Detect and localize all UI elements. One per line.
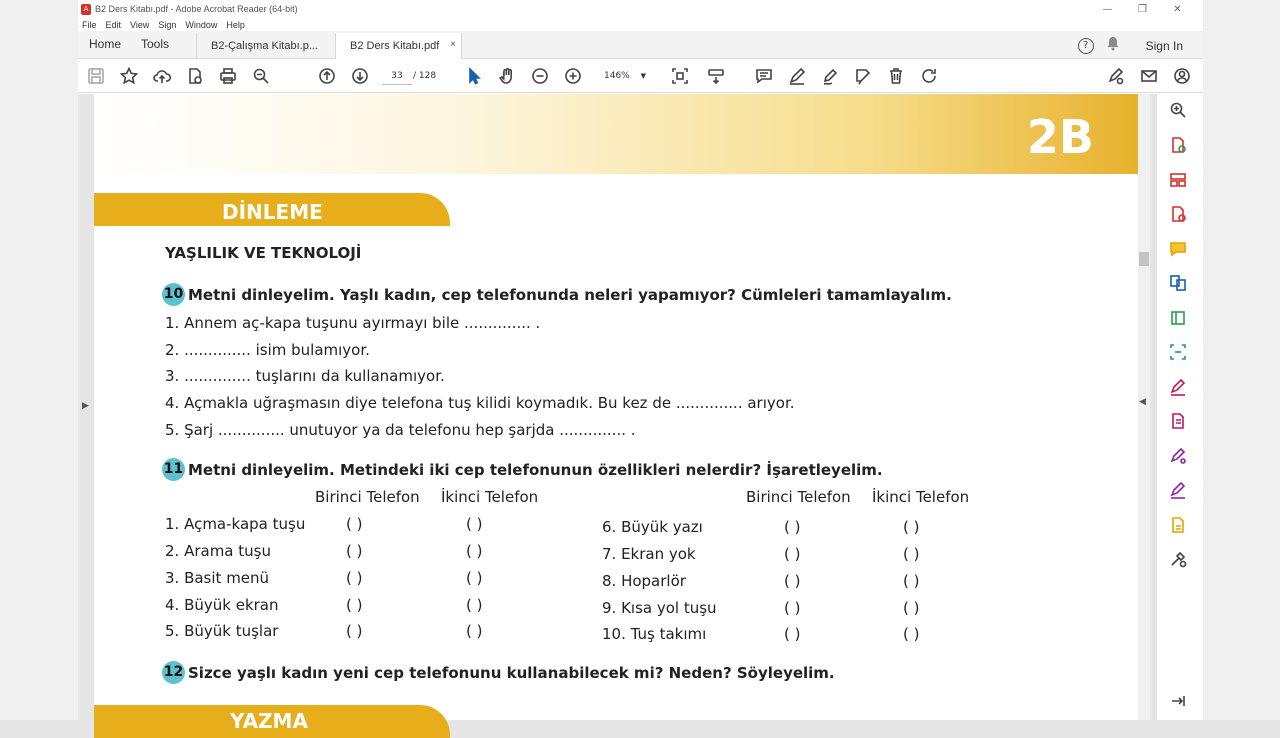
column-header-first-phone-right: Birinci Telefon bbox=[746, 488, 851, 506]
exercise-11-instruction: Metni dinleyelim. Metindeki iki cep telefonunun özellikleri nelerdir? İşaretleyelim. bbox=[188, 461, 883, 479]
menu-help[interactable]: Help bbox=[226, 19, 245, 30]
checkbox-parens: ( ) bbox=[346, 542, 363, 560]
page-down-icon[interactable] bbox=[350, 66, 370, 86]
scan-ocr-icon[interactable] bbox=[1169, 343, 1189, 363]
menu-edit[interactable]: Edit bbox=[105, 19, 122, 30]
checkbox-parens: ( ) bbox=[784, 518, 801, 536]
checkbox-parens: ( ) bbox=[346, 622, 363, 640]
feature-item: 10. Tuş takımı bbox=[602, 625, 707, 643]
exercise-10-instruction: Metni dinleyelim. Yaşlı kadın, cep telefonunda neleri yapamıyor? Cümleleri tamamlayalım. bbox=[188, 286, 952, 304]
draw-pen-icon[interactable] bbox=[820, 66, 840, 86]
feature-item: 4. Büyük ekran bbox=[165, 596, 279, 614]
exercise-10-item-2: 2. .............. isim bulamıyor. bbox=[165, 341, 370, 359]
feature-item: 3. Basit menü bbox=[165, 569, 270, 587]
edit-pdf-icon[interactable] bbox=[1169, 412, 1189, 432]
comment-tool-icon[interactable] bbox=[1169, 240, 1189, 260]
exercise-number-11: 11 bbox=[162, 458, 185, 481]
feature-item: 6. Büyük yazı bbox=[602, 518, 703, 536]
page-heading: YAŞLILIK VE TEKNOLOJİ bbox=[165, 244, 362, 262]
section-tab-yazma bbox=[94, 705, 450, 738]
rotate-icon[interactable] bbox=[919, 66, 939, 86]
exercise-10-item-3: 3. .............. tuşlarını da kullanamıyor. bbox=[165, 367, 445, 385]
exercise-10-item-1: 1. Annem aç-kapa tuşunu ayırmayı bile .............. . bbox=[165, 314, 541, 332]
zoom-out-icon[interactable] bbox=[530, 66, 550, 86]
expand-pane-icon[interactable] bbox=[1169, 692, 1189, 712]
acrobat-logo-icon: A bbox=[81, 4, 91, 15]
delete-icon[interactable] bbox=[886, 66, 906, 86]
share-file-icon[interactable] bbox=[185, 66, 205, 86]
checkbox-parens: ( ) bbox=[784, 625, 801, 643]
checkbox-parens: ( ) bbox=[784, 599, 801, 617]
left-pane-expand-icon[interactable]: ▶ bbox=[82, 401, 89, 411]
tab-bar bbox=[78, 31, 1203, 59]
exercise-10-item-4: 4. Açmakla uğraşmasın diye telefona tuş kilidi koymadık. Bu kez de .............. arıyor. bbox=[165, 394, 795, 412]
right-gutter bbox=[1203, 0, 1280, 720]
fill-sign-tool-icon[interactable] bbox=[1169, 378, 1189, 398]
mail-icon[interactable] bbox=[1139, 66, 1159, 86]
menu-file[interactable]: File bbox=[82, 19, 97, 30]
minimize-button[interactable]: — bbox=[1102, 3, 1113, 15]
checkbox-parens: ( ) bbox=[903, 572, 920, 590]
zoom-in-icon[interactable] bbox=[563, 66, 583, 86]
comment-icon[interactable] bbox=[754, 66, 774, 86]
checkbox-parens: ( ) bbox=[784, 545, 801, 563]
tab-home[interactable]: Home bbox=[89, 37, 122, 51]
menu-view[interactable]: View bbox=[130, 19, 150, 30]
checkbox-parens: ( ) bbox=[466, 622, 483, 640]
section-tab-dinleme bbox=[94, 193, 450, 226]
star-icon[interactable] bbox=[119, 66, 139, 86]
close-tab-icon[interactable]: × bbox=[450, 39, 456, 50]
exercise-number-10: 10 bbox=[162, 283, 185, 306]
help-icon[interactable]: ? bbox=[1078, 38, 1094, 54]
main-toolbar bbox=[78, 59, 1203, 93]
zoom-value: 146% bbox=[604, 71, 630, 81]
zoom-search-icon[interactable] bbox=[251, 66, 271, 86]
acrobat-window bbox=[78, 0, 1203, 733]
checkbox-parens: ( ) bbox=[466, 569, 483, 587]
checkbox-parens: ( ) bbox=[466, 596, 483, 614]
more-tools-icon[interactable] bbox=[1169, 550, 1189, 570]
checkbox-parens: ( ) bbox=[466, 515, 483, 533]
save-icon[interactable] bbox=[86, 66, 106, 86]
checkbox-parens: ( ) bbox=[346, 515, 363, 533]
create-pdf-icon[interactable] bbox=[1169, 136, 1189, 156]
window-title: B2 Ders Kitabı.pdf - Adobe Acrobat Reader (64-bit) bbox=[95, 4, 298, 14]
print-icon[interactable] bbox=[218, 66, 238, 86]
chevron-down-icon: ▼ bbox=[640, 72, 646, 80]
section-title: DİNLEME bbox=[222, 200, 323, 224]
request-signature-icon[interactable] bbox=[1169, 447, 1189, 467]
lesson-banner bbox=[94, 94, 1138, 174]
feature-item: 7. Ekran yok bbox=[602, 545, 696, 563]
select-cursor-icon[interactable] bbox=[464, 66, 484, 86]
checkbox-parens: ( ) bbox=[903, 625, 920, 643]
checkbox-parens: ( ) bbox=[346, 596, 363, 614]
tab-tools[interactable]: Tools bbox=[141, 37, 170, 51]
keyboard-scroll-icon[interactable] bbox=[706, 66, 726, 86]
exercise-number-12: 12 bbox=[162, 661, 185, 684]
checkbox-parens: ( ) bbox=[784, 572, 801, 590]
page-total: / 128 bbox=[413, 71, 437, 81]
title-bar bbox=[78, 0, 1203, 18]
fit-page-icon[interactable] bbox=[670, 66, 690, 86]
tab-workbook[interactable] bbox=[196, 33, 335, 59]
checkbox-parens: ( ) bbox=[903, 518, 920, 536]
exercise-10-item-5: 5. Şarj .............. unutuyor ya da telefonu hep şarjda .............. . bbox=[165, 421, 636, 439]
tab-workbook-label: B2-Çalışma Kitabı.p... bbox=[211, 40, 318, 52]
checkbox-parens: ( ) bbox=[466, 542, 483, 560]
sign-in-link[interactable]: Sign In bbox=[1145, 38, 1183, 53]
restore-button[interactable]: ❐ bbox=[1138, 3, 1147, 15]
tab-textbook-label: B2 Ders Kitabı.pdf bbox=[350, 40, 440, 52]
tab-bar-right bbox=[1078, 36, 1183, 55]
menu-window[interactable]: Window bbox=[185, 19, 218, 30]
sign-tool-icon[interactable] bbox=[1169, 481, 1189, 501]
close-window-button[interactable]: ✕ bbox=[1173, 3, 1182, 15]
feature-item: 8. Hoparlör bbox=[602, 572, 686, 590]
stamp-tool-icon[interactable] bbox=[1169, 516, 1189, 536]
lesson-number: 2B bbox=[1026, 110, 1094, 164]
sign-link-icon[interactable] bbox=[1106, 66, 1126, 86]
feature-item: 5. Büyük tuşlar bbox=[165, 622, 279, 640]
zoom-dropdown[interactable] bbox=[594, 67, 646, 85]
compress-pdf-icon[interactable] bbox=[1169, 309, 1189, 329]
feature-item: 2. Arama tuşu bbox=[165, 542, 271, 560]
highlight-pen-icon[interactable] bbox=[787, 66, 807, 86]
vertical-scrollbar[interactable] bbox=[1138, 94, 1150, 720]
menu-bar bbox=[78, 18, 1203, 31]
next-section-title: YAZMA bbox=[230, 709, 308, 733]
hand-tool-icon[interactable] bbox=[497, 66, 517, 86]
upload-cloud-icon[interactable] bbox=[152, 66, 172, 86]
search-zoom-icon[interactable] bbox=[1169, 101, 1189, 121]
document-viewport[interactable] bbox=[78, 94, 1156, 733]
feature-item: 1. Açma-kapa tuşu bbox=[165, 515, 306, 533]
fill-sign-icon[interactable] bbox=[853, 66, 873, 86]
checkbox-parens: ( ) bbox=[346, 569, 363, 587]
organize-pages-icon[interactable] bbox=[1169, 171, 1189, 191]
scrollbar-thumb[interactable] bbox=[1139, 252, 1149, 266]
checkbox-parens: ( ) bbox=[903, 545, 920, 563]
checkbox-parens: ( ) bbox=[903, 599, 920, 617]
combine-files-icon[interactable] bbox=[1169, 274, 1189, 294]
column-header-first-phone-left: Birinci Telefon bbox=[315, 488, 420, 506]
export-pdf-icon[interactable] bbox=[1169, 205, 1189, 225]
user-account-icon[interactable] bbox=[1172, 66, 1192, 86]
menu-sign[interactable]: Sign bbox=[158, 19, 177, 30]
page-up-icon[interactable] bbox=[317, 66, 337, 86]
collapse-pane-icon[interactable]: ◀ bbox=[1139, 397, 1146, 407]
pdf-page bbox=[94, 94, 1138, 733]
window-controls bbox=[1090, 0, 1195, 18]
column-header-second-phone-left: İkinci Telefon bbox=[441, 488, 539, 506]
tools-pane bbox=[1139, 94, 1203, 720]
page-number-input[interactable]: 33 bbox=[382, 67, 412, 85]
tab-textbook[interactable] bbox=[335, 33, 462, 59]
left-gutter bbox=[0, 0, 78, 720]
exercise-12-instruction: Sizce yaşlı kadın yeni cep telefonunu kullanabilecek mi? Neden? Söyleyelim. bbox=[188, 664, 835, 682]
feature-item: 9. Kısa yol tuşu bbox=[602, 599, 717, 617]
column-header-second-phone-right: İkinci Telefon bbox=[872, 488, 970, 506]
bell-icon[interactable] bbox=[1106, 36, 1120, 55]
